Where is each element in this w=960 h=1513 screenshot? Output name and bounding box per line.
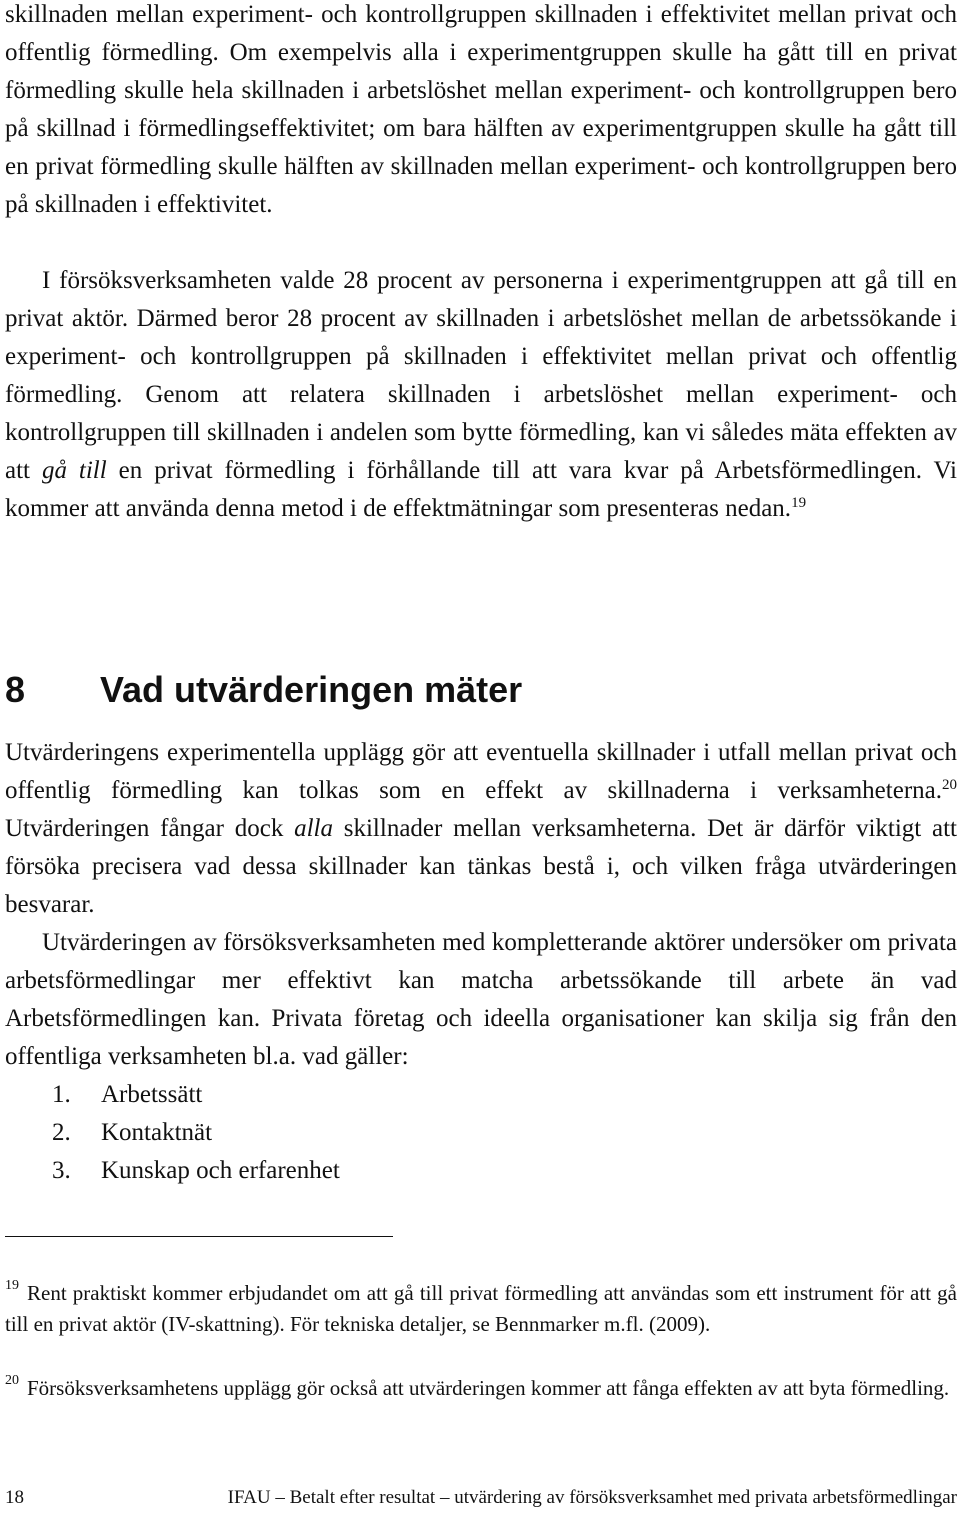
list-item: [52, 1114, 340, 1152]
section-title: Vad utvärderingen mäter: [100, 669, 523, 710]
list-item-label: Kunskap och erfarenhet: [101, 1157, 340, 1184]
list-item-number: 1.: [52, 1081, 71, 1108]
list-item: [52, 1076, 340, 1114]
footnote-divider: [5, 1236, 393, 1237]
footnote-text: Försöksverksamhetens upplägg gör också att utvärderingen kommer att fånga effekten av att byta förmedling.: [27, 1376, 950, 1400]
section-number: 8: [5, 669, 26, 710]
section-heading: [5, 664, 522, 716]
body-paragraph: [5, 0, 957, 224]
body-paragraph: [5, 734, 957, 924]
paragraph-text: Utvärderingen av försöksverksamheten med kompletterande aktörer undersöker om privata arbetsförmedlingar mer effektivt kan matcha arbetssökande till arbete än vad Arbetsförmedlingen kan. Privata företag och ideella organisationer kan skilja sig från den offentliga verksamheten bl.a. vad gäller:: [5, 929, 957, 1070]
paragraph-text: I försöksverksamheten valde 28 procent av personerna i experimentgruppen att gå till en privat aktör. Därmed beror 28 procent av skillnaden i arbetslöshet mellan de arbetssökande i experiment- och kontrollgruppen på skillnaden i effektivitet mellan privat och offentlig förmedling. Genom att relatera skillnaden i arbetslöshet mellan experiment- och kontrollgruppen till skillnaden i andelen som bytte förmedling, kan vi således mäta effekten av att: [5, 267, 957, 484]
emphasis-text: gå till: [41, 457, 107, 484]
footnote-marker: 20: [5, 1373, 19, 1388]
body-paragraph: [5, 262, 957, 528]
numbered-list: [52, 1076, 340, 1190]
footnote-text: Rent praktiskt kommer erbjudandet om att gå till privat förmedling att användas som ett instrument för att gå till en privat aktör (IV-skattning). För tekniska detaljer, se Bennmarker m.fl. (2009).: [5, 1281, 957, 1336]
paragraph-text: skillnader mellan verksamheterna. Det är därför viktigt att försöka precisera vad dessa skillnader kan tänkas bestå i, och vilken fråga utvärderingen besvarar.: [5, 815, 957, 918]
paragraph-text: en privat förmedling i förhållande till att vara kvar på Arbetsförmedlingen. Vi kommer att använda denna metod i de effektmätningar som presenteras nedan.: [5, 457, 957, 522]
paragraph-text: skillnaden mellan experiment- och kontrollgruppen skillnaden i effektivitet mellan privat och offentlig förmedling. Om exempelvis alla i experimentgruppen skulle ha gått till en privat förmedling skulle hela skillnaden i arbetslöshet mellan experiment- och kontrollgruppen bero på skillnad i förmedlingseffektivitet; om bara hälften av experimentgruppen skulle ha gått till en privat förmedling skulle hälften av skillnaden mellan experiment- och kontrollgruppen bero på skillnaden i effektivitet.: [5, 1, 957, 218]
footnote-reference[interactable]: 20: [942, 777, 957, 793]
footnote: [5, 1373, 957, 1404]
list-item-label: Kontaktnät: [101, 1119, 213, 1146]
footnote-reference[interactable]: 19: [791, 495, 807, 511]
footnote-marker: 19: [5, 1278, 19, 1293]
emphasis-text: alla: [294, 815, 333, 842]
paragraph-text: Utvärderingen fångar dock: [5, 815, 295, 842]
running-title: IFAU – Betalt efter resultat – utvärdering av försöksverksamhet med privata arbetsförmedlingar: [227, 1487, 957, 1508]
list-item-number: 3.: [52, 1157, 71, 1184]
footnote: [5, 1278, 957, 1340]
list-item-label: Arbetssätt: [101, 1081, 203, 1108]
page-number: 18: [5, 1487, 24, 1508]
body-paragraph: [5, 924, 957, 1076]
paragraph-text: Utvärderingens experimentella upplägg gör att eventuella skillnader i utfall mellan privat och offentlig förmedling kan tolkas som en effekt av skillnaderna i verksamheterna.: [5, 739, 957, 804]
list-item: [52, 1152, 340, 1190]
list-item-number: 2.: [52, 1119, 71, 1146]
